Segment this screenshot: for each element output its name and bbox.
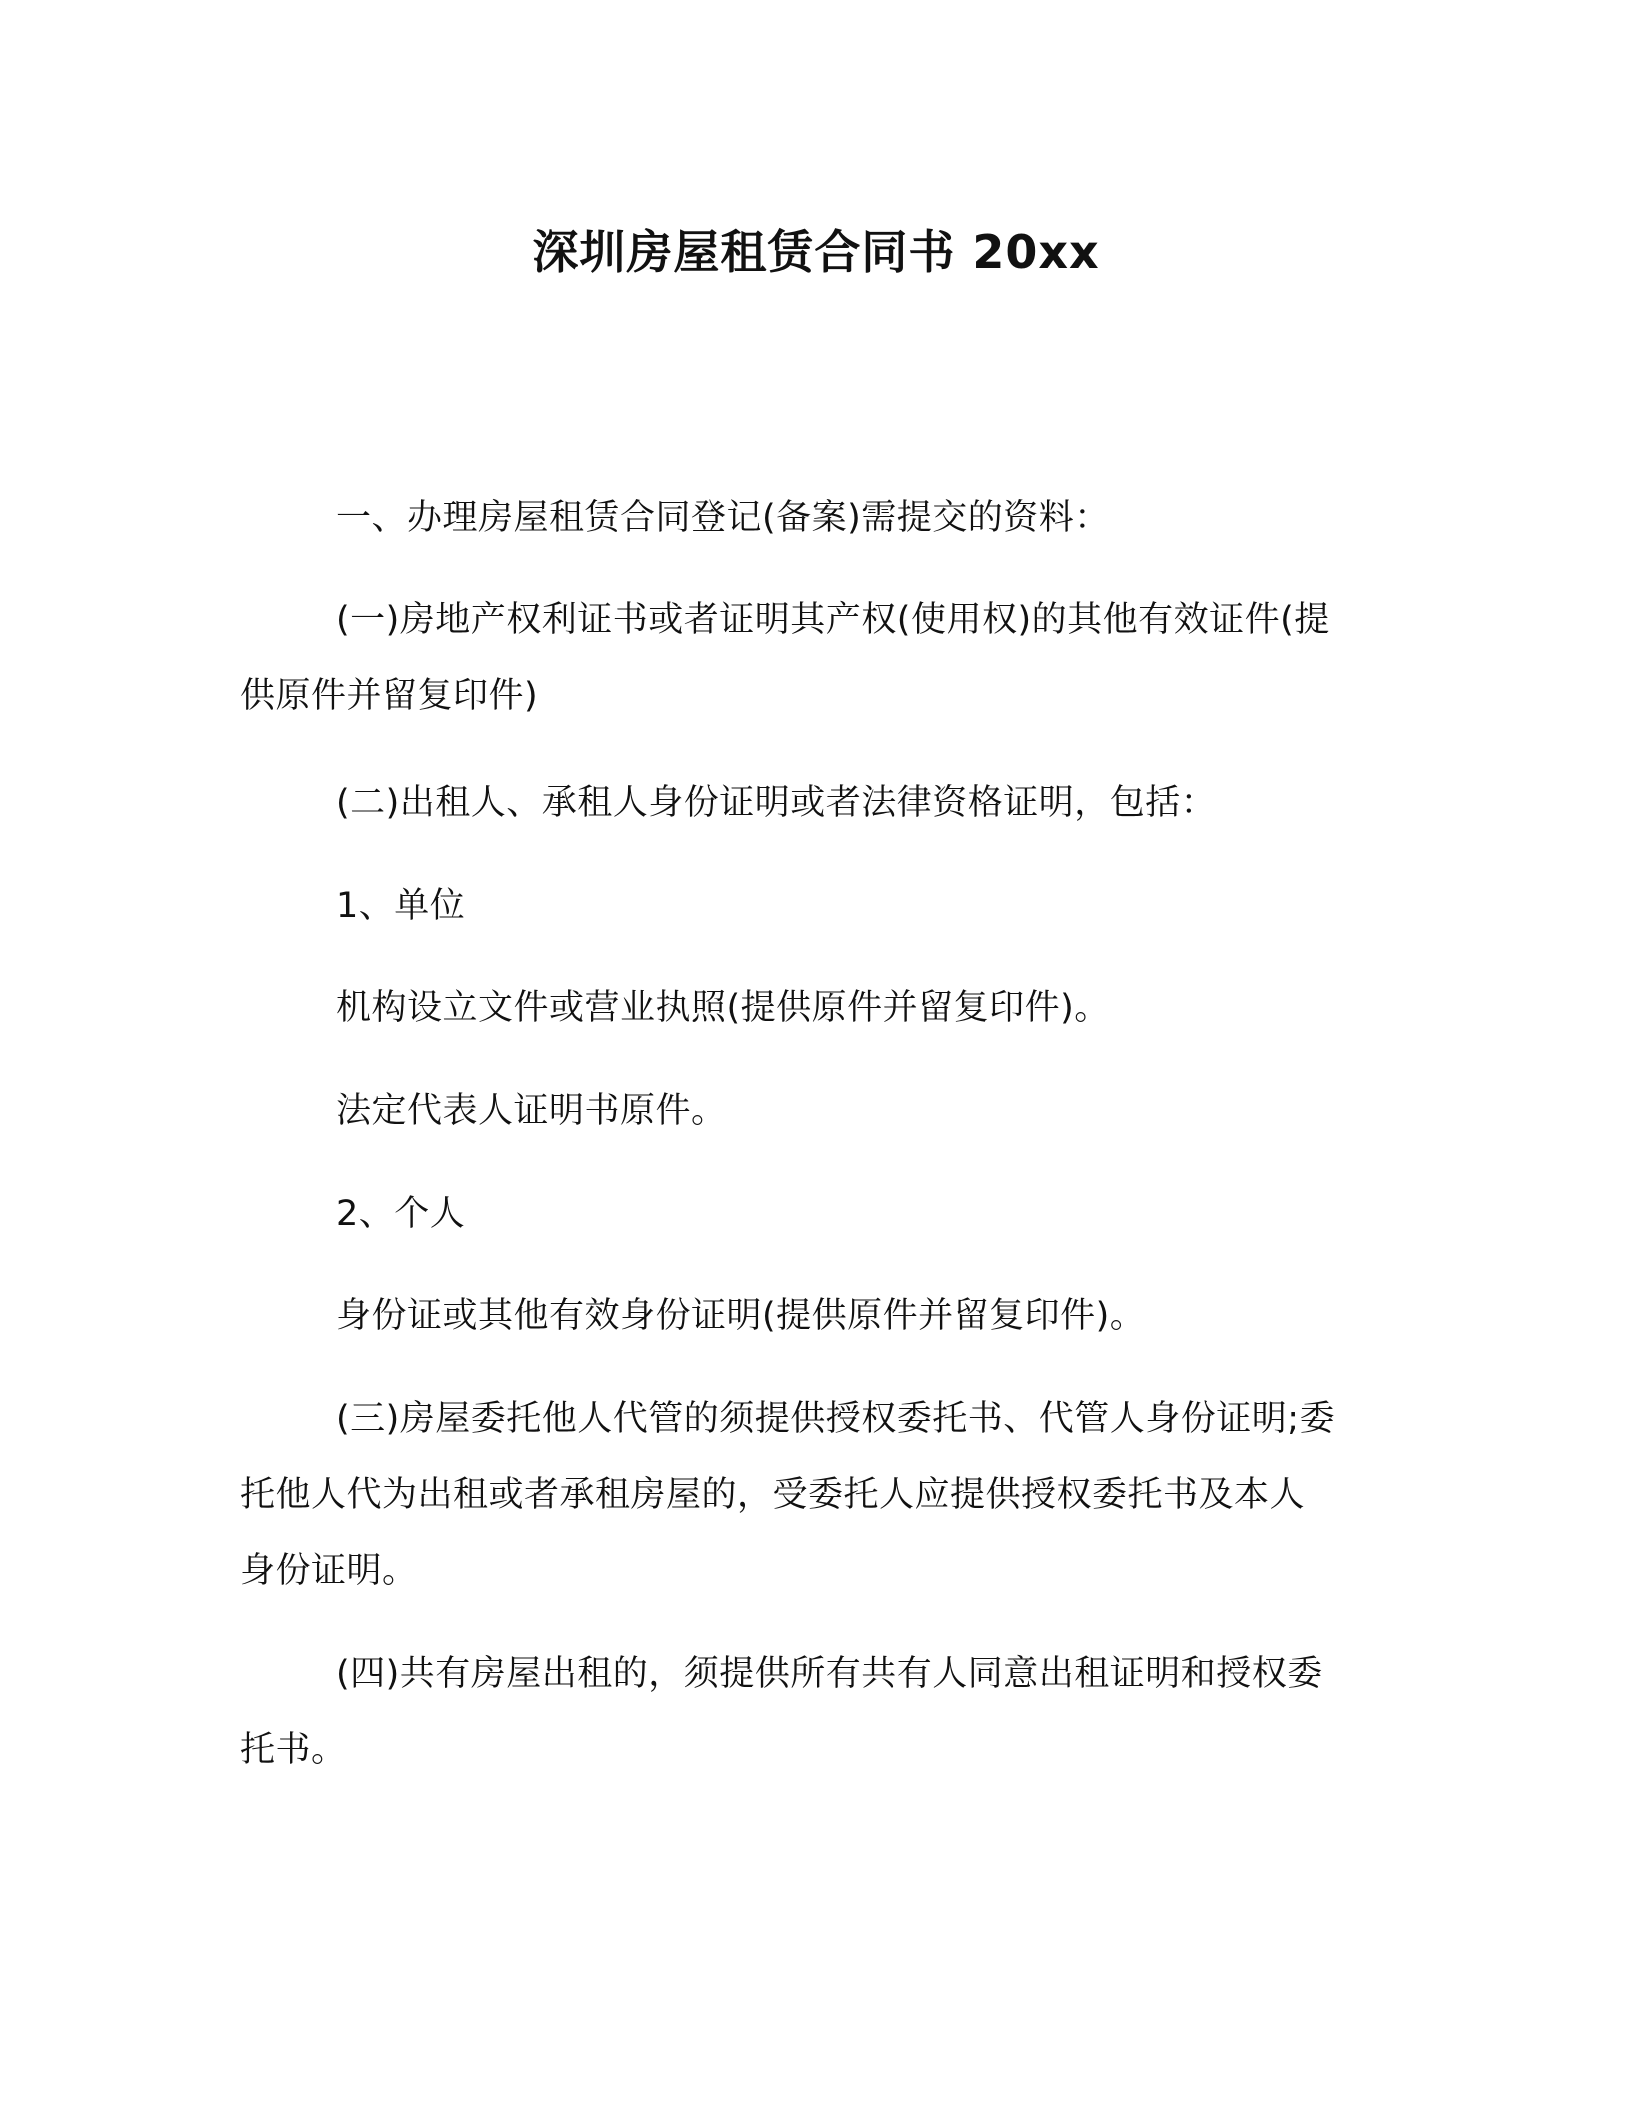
paragraph-item-4-line1: (四)共有房屋出租的，须提供所有共有人同意出租证明和授权委 (336, 1654, 1323, 1694)
subitem-individual-label: 2、个人 (336, 1194, 466, 1234)
paragraph-item-3-line3: 身份证明。 (240, 1551, 418, 1591)
paragraph-item-3-line2: 托他人代为出租或者承租房屋的，受委托人应提供授权委托书及本人 (240, 1475, 1306, 1515)
paragraph-item-3 (240, 1381, 1380, 1609)
individual-requirement-text: 身份证或其他有效身份证明(提供原件并留复印件)。 (336, 1296, 1146, 1336)
subitem-unit-label: 1、单位 (336, 886, 466, 926)
subitem-unit (240, 868, 1380, 944)
paragraph-item-2 (240, 765, 1380, 841)
paragraph-item-4 (240, 1636, 1380, 1788)
unit-requirement-2 (240, 1073, 1380, 1149)
document-title: 深圳房屋租赁合同书 20xx (532, 225, 1100, 279)
section-heading-1-line: 一、办理房屋租赁合同登记(备案)需提交的资料： (336, 498, 1110, 538)
unit-requirement-2-text: 法定代表人证明书原件。 (336, 1091, 727, 1131)
paragraph-item-4-line2: 托书。 (240, 1730, 347, 1770)
paragraph-item-1-line1: (一)房地产权利证书或者证明其产权(使用权)的其他有效证件(提 (336, 600, 1330, 640)
section-heading-1 (240, 480, 1380, 556)
individual-requirement (240, 1278, 1380, 1354)
unit-requirement-1 (240, 970, 1380, 1046)
paragraph-item-1-line2: 供原件并留复印件) (240, 676, 539, 716)
paragraph-item-1 (240, 582, 1380, 734)
unit-requirement-1-text: 机构设立文件或营业执照(提供原件并留复印件)。 (336, 988, 1110, 1028)
subitem-individual (240, 1176, 1380, 1252)
paragraph-item-3-line1: (三)房屋委托他人代管的须提供授权委托书、代管人身份证明;委 (336, 1399, 1336, 1439)
paragraph-item-2-line1: (二)出租人、承租人身份证明或者法律资格证明，包括： (336, 783, 1217, 823)
